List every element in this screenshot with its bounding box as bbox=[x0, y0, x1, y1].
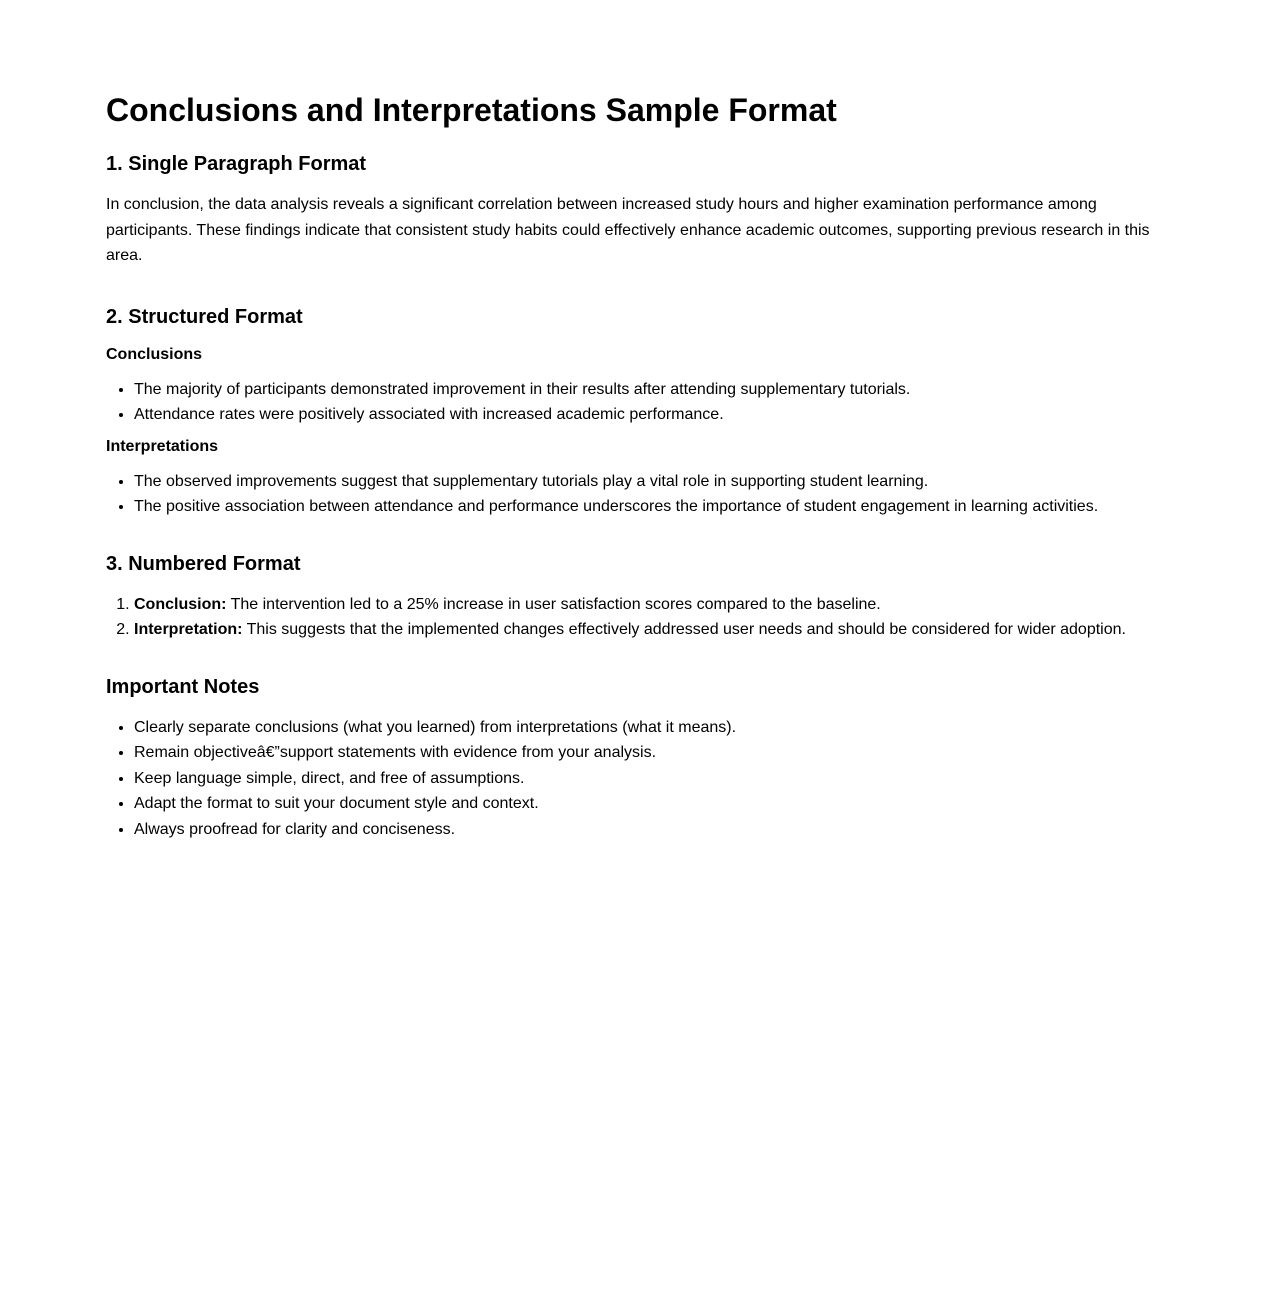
list-item: • Always proofread for clarity and conciseness. bbox=[134, 817, 1172, 843]
notes-list bbox=[106, 715, 1172, 843]
numbered-format-section bbox=[106, 552, 1172, 643]
item-label: Conclusion: bbox=[134, 595, 227, 613]
section-heading: Important Notes bbox=[106, 675, 260, 698]
item-text: This suggests that the implemented changes effectively addressed user needs and should be considered for wider adoption. bbox=[242, 621, 1126, 638]
important-notes-section bbox=[106, 675, 1172, 843]
list-item: • Clearly separate conclusions (what you learned) from interpretations (what it means). bbox=[134, 715, 1172, 741]
conclusions-list bbox=[106, 377, 1172, 428]
structured-format-section bbox=[106, 305, 1172, 520]
paragraph: In conclusion, the data analysis reveals a significant correlation between increased study hours and higher examination performance among participants. These findings indicate that consistent study habits could effectively enhance academic outcomes, supporting previous research in this area. bbox=[106, 196, 1150, 264]
section-heading: 2. Structured Format bbox=[106, 305, 303, 328]
list-item bbox=[134, 592, 1172, 618]
list-item: • Remain objectiveâ€”support statements with evidence from your analysis. bbox=[134, 740, 1172, 766]
list-item: • Keep language simple, direct, and free of assumptions. bbox=[134, 766, 1172, 792]
list-item bbox=[134, 617, 1172, 643]
item-text: The intervention led to a 25% increase in user satisfaction scores compared to the baseline. bbox=[226, 595, 881, 613]
page-title: Conclusions and Interpretations Sample Format bbox=[106, 92, 837, 128]
interpretations-list bbox=[106, 469, 1172, 520]
list-item: • The majority of participants demonstrated improvement in their results after attending supplementary tutorials. bbox=[134, 377, 1172, 403]
conclusions-subheading: Conclusions bbox=[106, 345, 203, 363]
item-label: Interpretation: bbox=[134, 621, 243, 638]
list-item: • Adapt the format to suit your document style and context. bbox=[134, 791, 1172, 817]
single-paragraph-section bbox=[106, 152, 1172, 269]
list-item: • The observed improvements suggest that supplementary tutorials play a vital role in supporting student learning. bbox=[134, 469, 1172, 495]
interpretations-subheading: Interpretations bbox=[106, 437, 219, 455]
list-item: • Attendance rates were positively associated with increased academic performance. bbox=[134, 402, 1172, 428]
section-heading: 1. Single Paragraph Format bbox=[106, 153, 367, 175]
list-item: • The positive association between attendance and performance underscores the importance of student engagement in learning activities. bbox=[134, 494, 1172, 520]
numbered-list bbox=[106, 592, 1172, 643]
section-heading: 3. Numbered Format bbox=[106, 552, 301, 575]
